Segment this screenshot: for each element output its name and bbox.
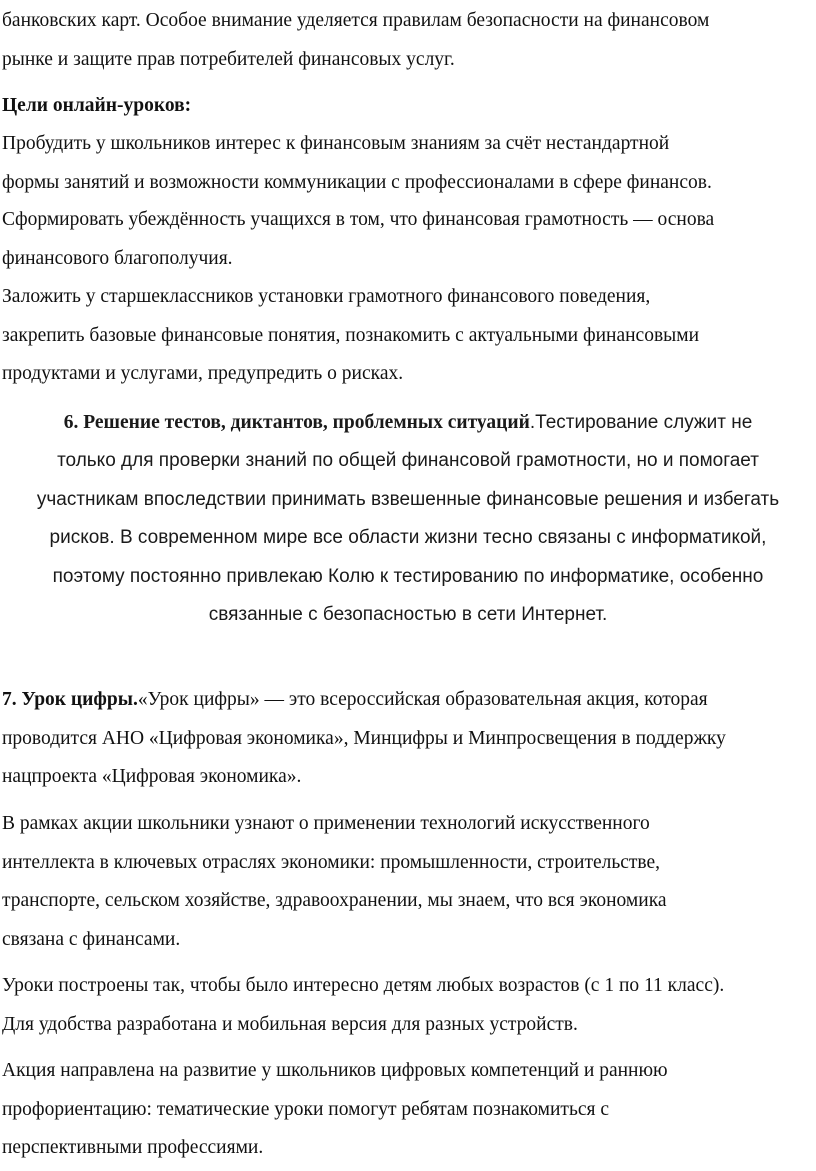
section-6-line: .Тестирование служит не [529,412,753,433]
section-6-line: участникам впоследствии принимать взвешенные финансовые решения и избегать [36,488,780,510]
ai-paragraph [2,805,814,959]
goal-paragraph-3 [2,278,814,394]
goal-line: Заложить у старшеклассников установки грамотного финансового поведения, [2,286,651,307]
section-7-line: проводится АНО «Цифровая экономика», Минцифры и Минпросвещения в поддержку [2,727,726,749]
goals-heading-text: Цели онлайн-уроков: [2,95,192,116]
section-6-line: рисков. В современном мире все области жизни тесно связаны с информатикой, [49,527,767,549]
section-6-line: связанные с безопасностью в сети Интернет. [208,604,608,626]
goal-line: Сформировать убеждённость учащихся в том, что финансовая грамотность — основа [2,209,715,230]
action-line: перспективными профессиями. [2,1137,264,1158]
goal-line: Пробудить у школьников интерес к финансовым знаниям за счёт нестандартной [2,133,670,154]
lessons-line: Для удобства разработана и мобильная версия для разных устройств. [2,1013,578,1035]
goal-line: продуктами и услугами, предупредить о рисках. [2,363,404,384]
intro-line: банковских карт. Особое внимание уделяется правилам безопасности на финансовом [2,10,710,31]
ai-line: интеллекта в ключевых отраслях экономики: промышленности, строительстве, [2,851,661,873]
section-7-title: 7. Урок цифры. [2,689,138,710]
action-line: профориентацию: тематические уроки помогут ребятам познакомиться с [2,1098,609,1120]
section-6-line: только для проверки знаний по общей финансовой грамотности, но и помогает [57,450,759,472]
lessons-paragraph [2,967,814,1044]
intro-line: рынке и защите прав потребителей финансовых услуг. [2,48,455,70]
goal-line: формы занятий и возможности коммуникации с профессионалами в сфере финансов. [2,171,712,193]
action-paragraph [2,1052,814,1168]
goal-paragraph-1 [2,125,814,202]
section-6-paragraph [2,404,814,634]
goal-line: финансового благополучия. [2,247,233,269]
lessons-line: Уроки построены так, чтобы было интересно детям любых возрастов (с 1 по 11 класс). [2,975,725,996]
section-6-title: 6. Решение тестов, диктантов, проблемных ситуаций [63,412,530,433]
ai-line: В рамках акции школьники узнают о применении технологий искусственного [2,813,650,834]
goals-heading [2,87,814,125]
ai-line: связана с финансами. [2,928,181,950]
section-7-line: «Урок цифры» — это всероссийская образовательная акция, которая [137,689,708,710]
ai-line: транспорте, сельском хозяйстве, здравоохранении, мы знаем, что вся экономика [2,890,667,911]
section-7-line: нацпроекта «Цифровая экономика». [2,766,302,787]
intro-paragraph [2,2,814,79]
goal-paragraph-2 [2,201,814,278]
goal-line: закрепить базовые финансовые понятия, познакомить с актуальными финансовыми [2,324,700,346]
action-line: Акция направлена на развитие у школьников цифровых компетенций и раннюю [2,1060,668,1081]
section-7-paragraph [2,681,814,797]
section-6-line: поэтому постоянно привлекаю Колю к тестированию по информатике, особенно [52,565,764,587]
